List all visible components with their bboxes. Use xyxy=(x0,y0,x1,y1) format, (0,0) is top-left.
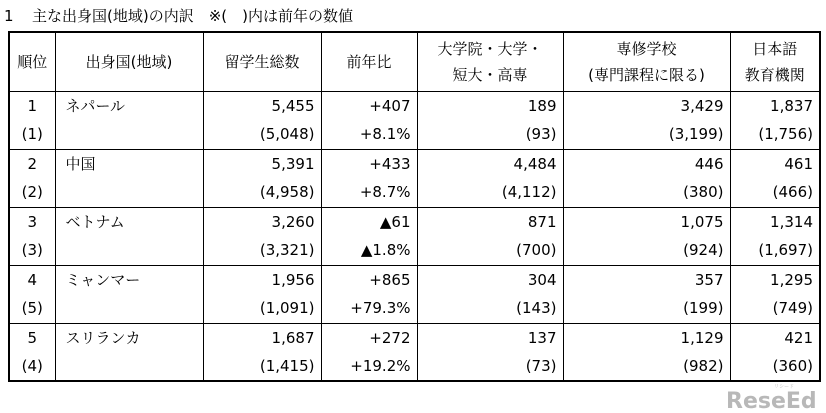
cell-vocational: (3,199) xyxy=(563,120,730,149)
cell-japanese-school: (1,756) xyxy=(730,120,820,149)
cell-rank: 5 xyxy=(9,323,55,352)
cell-yoy: +433 xyxy=(321,149,417,178)
cell-total: (5,048) xyxy=(203,120,321,149)
cell-university: (700) xyxy=(417,236,563,265)
header-university: 大学院・大学・ 短大・高専 xyxy=(417,32,563,91)
logo-text: ReseEd xyxy=(726,389,817,411)
cell-country: スリランカ xyxy=(55,323,203,352)
cell-country: ベトナム xyxy=(55,207,203,236)
cell-vocational: (199) xyxy=(563,294,730,323)
cell-vocational: (924) xyxy=(563,236,730,265)
cell-total: 5,455 xyxy=(203,91,321,120)
table-row-previous-year xyxy=(9,294,820,323)
cell-vocational: 446 xyxy=(563,149,730,178)
cell-university: (93) xyxy=(417,120,563,149)
logo-ruby: リシード xyxy=(774,384,795,390)
cell-rank: (2) xyxy=(9,178,55,207)
cell-japanese-school: 1,314 xyxy=(730,207,820,236)
cell-japanese-school: 1,295 xyxy=(730,265,820,294)
cell-yoy: +407 xyxy=(321,91,417,120)
cell-country: ネパール xyxy=(55,91,203,120)
cell-yoy: +272 xyxy=(321,323,417,352)
cell-total: 1,687 xyxy=(203,323,321,352)
table-row xyxy=(9,323,820,352)
cell-japanese-school: (749) xyxy=(730,294,820,323)
cell-total: (1,415) xyxy=(203,352,321,381)
cell-japanese-school: (466) xyxy=(730,178,820,207)
cell-rank: (4) xyxy=(9,352,55,381)
cell-university: (4,112) xyxy=(417,178,563,207)
cell-university: (73) xyxy=(417,352,563,381)
table-row-previous-year xyxy=(9,352,820,381)
table-caption xyxy=(4,4,353,28)
table-row xyxy=(9,149,820,178)
cell-yoy: +865 xyxy=(321,265,417,294)
cell-rank: 1 xyxy=(9,91,55,120)
table-row-previous-year xyxy=(9,178,820,207)
cell-rank: (1) xyxy=(9,120,55,149)
cell-university: 304 xyxy=(417,265,563,294)
cell-country: ミャンマー xyxy=(55,265,203,294)
cell-university: 871 xyxy=(417,207,563,236)
cell-vocational: 357 xyxy=(563,265,730,294)
cell-yoy: ▲1.8% xyxy=(321,236,417,265)
cell-vocational: 3,429 xyxy=(563,91,730,120)
cell-total: 3,260 xyxy=(203,207,321,236)
header-country: 出身国(地域) xyxy=(55,32,203,91)
cell-yoy: +19.2% xyxy=(321,352,417,381)
cell-university: 137 xyxy=(417,323,563,352)
cell-japanese-school: (360) xyxy=(730,352,820,381)
header-row xyxy=(9,32,820,91)
cell-total: (1,091) xyxy=(203,294,321,323)
cell-country xyxy=(55,178,203,207)
cell-country xyxy=(55,294,203,323)
cell-vocational: 1,075 xyxy=(563,207,730,236)
cell-yoy: ▲61 xyxy=(321,207,417,236)
resed-logo-watermark xyxy=(724,381,822,411)
table-row xyxy=(9,91,820,120)
header-vocational: 専修学校 (専門課程に限る) xyxy=(563,32,730,91)
cell-total: 1,956 xyxy=(203,265,321,294)
cell-japanese-school: 1,837 xyxy=(730,91,820,120)
cell-total: (4,958) xyxy=(203,178,321,207)
cell-yoy: +8.1% xyxy=(321,120,417,149)
table-row-previous-year xyxy=(9,236,820,265)
cell-university: (143) xyxy=(417,294,563,323)
cell-country xyxy=(55,352,203,381)
students-by-country-table xyxy=(8,31,821,382)
cell-yoy: +8.7% xyxy=(321,178,417,207)
cell-rank: 2 xyxy=(9,149,55,178)
cell-japanese-school: 461 xyxy=(730,149,820,178)
cell-rank: (5) xyxy=(9,294,55,323)
cell-vocational: (982) xyxy=(563,352,730,381)
table-row-previous-year xyxy=(9,120,820,149)
cell-total: 5,391 xyxy=(203,149,321,178)
caption-number: 1 xyxy=(4,7,14,25)
table-row xyxy=(9,207,820,236)
cell-total: (3,321) xyxy=(203,236,321,265)
cell-country: 中国 xyxy=(55,149,203,178)
cell-country xyxy=(55,120,203,149)
cell-country xyxy=(55,236,203,265)
cell-vocational: (380) xyxy=(563,178,730,207)
cell-japanese-school: 421 xyxy=(730,323,820,352)
header-total: 留学生総数 xyxy=(203,32,321,91)
cell-rank: (3) xyxy=(9,236,55,265)
header-yoy: 前年比 xyxy=(321,32,417,91)
cell-yoy: +79.3% xyxy=(321,294,417,323)
cell-university: 4,484 xyxy=(417,149,563,178)
cell-university: 189 xyxy=(417,91,563,120)
table-row xyxy=(9,265,820,294)
cell-rank: 4 xyxy=(9,265,55,294)
header-japanese-school: 日本語 教育機関 xyxy=(730,32,820,91)
header-rank: 順位 xyxy=(9,32,55,91)
cell-vocational: 1,129 xyxy=(563,323,730,352)
cell-rank: 3 xyxy=(9,207,55,236)
cell-japanese-school: (1,697) xyxy=(730,236,820,265)
caption-text: 主な出身国(地域)の内訳 ※( )内は前年の数値 xyxy=(32,7,353,25)
